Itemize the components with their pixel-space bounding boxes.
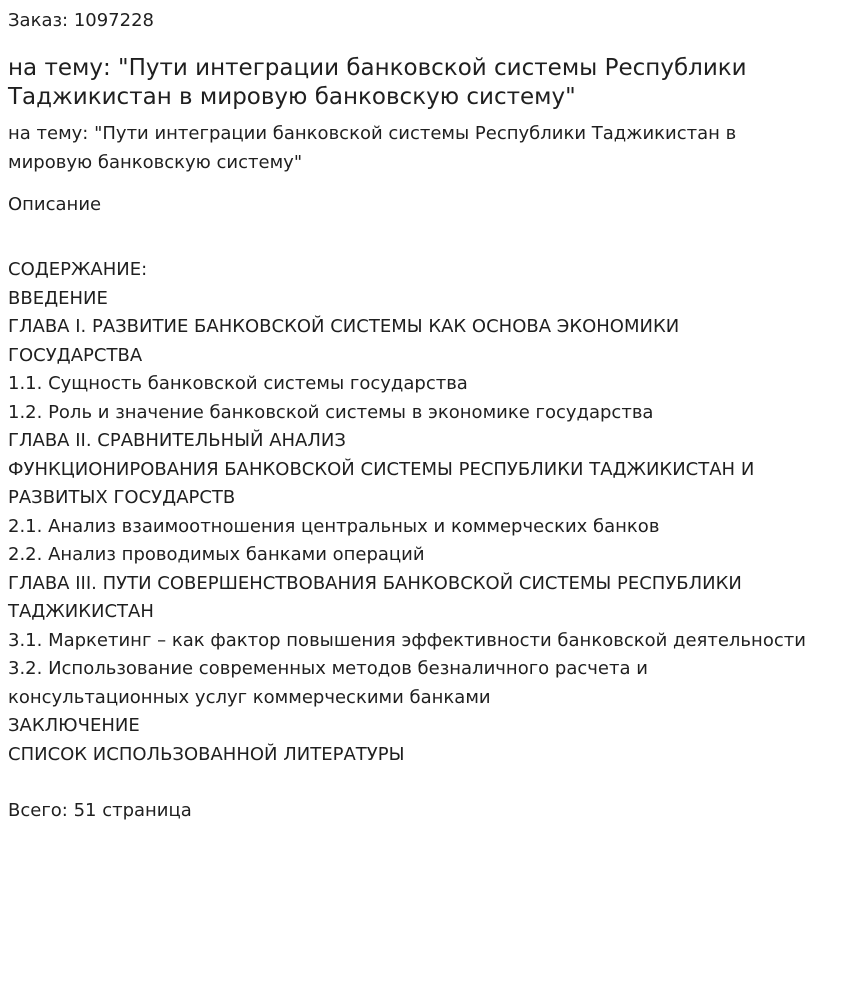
page-count: Всего: 51 страница [8,800,192,821]
contents-line: СОДЕРЖАНИЕ: [8,259,148,280]
contents-line: 1.1. Сущность банковской системы государства [8,373,468,394]
contents-line: ГЛАВА II. СРАВНИТЕЛЬНЫЙ АНАЛИЗ [8,430,346,451]
page-title: на тему: "Пути интеграции банковской системы Республики Таджикистан в мировую банковскую систему" [8,55,747,110]
contents-line: ВВЕДЕНИЕ [8,287,108,309]
contents-line: 2.1. Анализ взаимоотношения центральных и коммерческих банков [8,515,660,537]
contents-line: 1.2. Роль и значение банковской системы в экономике государства [8,401,654,423]
description-label: Описание [8,194,102,215]
page-subtitle: на тему: "Пути интеграции банковской системы Республики Таджикистан в мировую банковскую систему" [8,123,737,173]
contents-line: СПИСОК ИСПОЛЬЗОВАННОЙ ЛИТЕРАТУРЫ [8,743,405,765]
contents-line: ГЛАВА III. ПУТИ СОВЕРШЕНСТВОВАНИЯ БАНКОВСКОЙ СИСТЕМЫ РЕСПУБЛИКИ ТАДЖИКИСТАН [8,572,742,622]
table-of-contents [8,256,839,769]
order-number: Заказ: 1097228 [8,10,154,31]
contents-line: 3.1. Маркетинг – как фактор повышения эффективности банковской деятельности [8,629,806,651]
contents-line: 2.2. Анализ проводимых банками операций [8,544,425,565]
contents-line: ЗАКЛЮЧЕНИЕ [8,715,140,736]
contents-line: 3.2. Использование современных методов безналичного расчета и консультационных услуг коммерческими банками [8,658,648,708]
contents-line: ГЛАВА I. РАЗВИТИЕ БАНКОВСКОЙ СИСТЕМЫ КАК ОСНОВА ЭКОНОМИКИ ГОСУДАРСТВА [8,316,680,366]
contents-line: ФУНКЦИОНИРОВАНИЯ БАНКОВСКОЙ СИСТЕМЫ РЕСПУБЛИКИ ТАДЖИКИСТАН И РАЗВИТЫХ ГОСУДАРСТВ [8,458,755,508]
